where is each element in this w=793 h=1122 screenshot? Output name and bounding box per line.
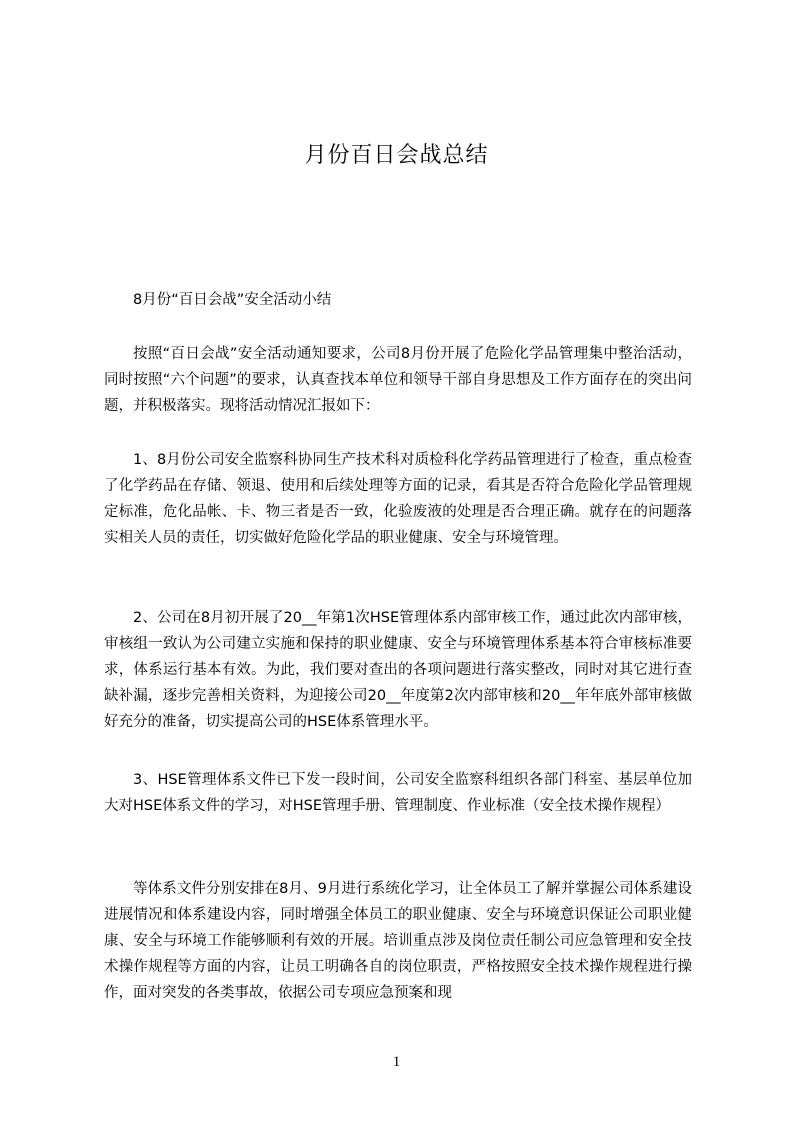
paragraph-subtitle: 8月份“百日会战”安全活动小结 <box>133 292 332 308</box>
paragraph-item-2: 2、公司在8月初开展了20__年第1次HSE管理体系内部审核工作，通过此次内部审核，审核组一致认为公司建立实施和保持的职业健康、安全与环境管理体系基本符合审核标准要求，体系运行基本有效。为此，我们要对查出的各项问题进行落实整改，同时对其它进行查缺补漏，逐步完善相关资料，为迎接公司20__年度第2次内部审核和20__年年底外部审核做好充分的准备，切实提高公司的HSE体系管理水平。 <box>104 610 692 730</box>
document-title: 月份百日会战总结 <box>304 143 489 168</box>
page-number: 1 <box>392 1054 401 1070</box>
paragraph-intro: 按照“百日会战”安全活动通知要求，公司8月份开展了危险化学品管理集中整治活动，同时按照“六个问题”的要求，认真查找本单位和领导干部自身思想及工作方面存在的突出问题，并积极落实。现将活动情况汇报如下： <box>104 346 692 414</box>
paragraph-item-1: 1、8月份公司安全监察科协同生产技术科对质检科化学药品管理进行了检查，重点检查了化学药品在存储、领退、使用和后续处理等方面的记录，看其是否符合危险化学品管理规定标准，危化品帐、卡、物三者是否一致，化验废液的处理是否合理正确。就存在的问题落实相关人员的责任，切实做好危险化学品的职业健康、安全与环境管理。 <box>104 452 692 546</box>
paragraph-continuation: 等体系文件分别安排在8月、9月进行系统化学习，让全体员工了解并掌握公司体系建设进展情况和体系建设内容，同时增强全体员工的职业健康、安全与环境意识保证公司职业健康、安全与环境工作能够顺利有效的开展。培训重点涉及岗位责任制公司应急管理和安全技术操作规程等方面的内容，让员工明确各自的岗位职责，严格按照安全技术操作规程进行操作，面对突发的各类事故，依据公司专项应急预案和现 <box>104 881 692 1001</box>
paragraph-item-3: 3、HSE管理体系文件已下发一段时间，公司安全监察科组织各部门科室、基层单位加大对HSE体系文件的学习，对HSE管理手册、管理制度、作业标准（安全技术操作规程） <box>104 772 692 814</box>
